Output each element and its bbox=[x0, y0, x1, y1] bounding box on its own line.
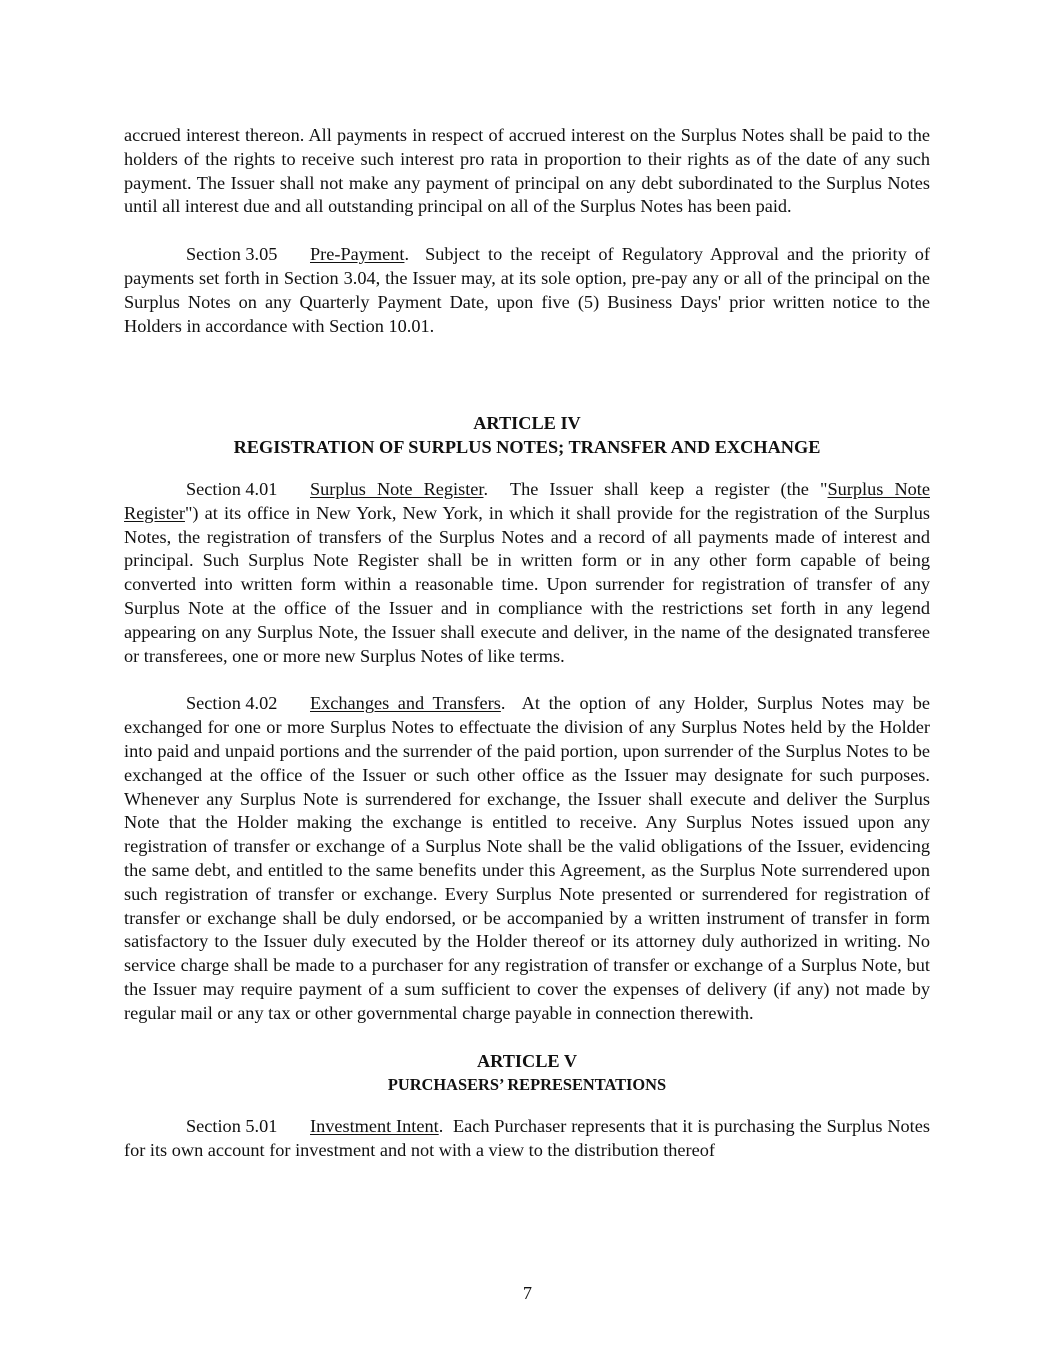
intro-paragraph: accrued interest thereon. All payments in respect of accrued interest on the Surplus Notes shall be paid to the holders of the rights to receive such interest pro rata in proportion to their rights as of the date of any such payment. The Issuer shall not make any payment of principal on any debt subordinated to the Surplus Notes until all interest due and all outstanding principal on all of the Surplus Notes has been paid. bbox=[124, 125, 930, 217]
article-5-title: PURCHASERS’ REPRESENTATIONS bbox=[387, 1075, 667, 1095]
section-4-02: Section 4.02 Exchanges and Transfers. At the option of any Holder, Surplus Notes may be exchanged for one or more Surplus Notes to effectuate the division of any Surplus Notes held by the Holder into paid and unpaid portions and the surrender of the paid portion, upon surrender of the Surplus Notes to be exchanged at the office of the Issuer or such other office as the Issuer may designate for such purposes. Whenever any Surplus Note is surrendered for exchange, the Issuer shall execute and deliver the Surplus Note that the Holder making the exchange is entitled to receive. Any Surplus Notes issued upon any registration of transfer or exchange of a Surplus Note shall be the valid obligations of the Issuer, evidencing the same debt, and entitled to the same benefits under this Agreement, as the Surplus Note surrendered upon such registration of transfer or exchange. Every Surplus Note presented or surrendered for registration of transfer or exchange shall be duly endorsed, or be accompanied by a written instrument of transfer in form satisfactory to the Issuer duly executed by the Holder thereof or its attorney duly authorized in writing. No service charge shall be made to a purchaser for any registration of transfer or exchange of a Surplus Note, but the Issuer may require payment of a sum sufficient to cover the expenses of delivery (if any) not made by regular mail or any tax or other governmental charge payable in connection therewith. bbox=[124, 693, 931, 1023]
defined-term: Surplus Note Register bbox=[124, 478, 930, 523]
section-number: Section 4.01 bbox=[186, 478, 278, 499]
section-text-a: The Issuer shall keep a register (the " bbox=[509, 478, 828, 499]
section-text: Each Purchaser represents that it is purchasing the Surplus Notes for its own account for investment and not with a view to the distribution thereof bbox=[124, 1116, 930, 1160]
section-title: Surplus Note Register bbox=[310, 478, 484, 499]
section-text: At the option of any Holder, Surplus Notes may be exchanged for one or more Surplus Notes to effectuate the division of any Surplus Notes held by the Holder into paid and unpaid portions and the surrender of the paid portion, upon surrender of the Surplus Notes to be exchanged at the office of the Issuer or such other office as the Issuer may designate for such purposes. Whenever any Surplus Note is surrendered for exchange, the Issuer shall execute and deliver the Surplus Note that the Holder making the exchange is entitled to receive. Any Surplus Notes issued upon any registration of transfer or exchange of a Surplus Note shall be the valid obligations of the Issuer, evidencing the same debt, and entitled to the same benefits under this Agreement, as the Surplus Note surrendered upon such registration of transfer or exchange. Every Surplus Note presented or surrendered for registration of transfer or exchange shall be duly endorsed, or be accompanied by a written instrument of transfer in form satisfactory to the Issuer duly executed by the Holder thereof or its attorney duly authorized in writing. No service charge shall be made to a purchaser for any registration of transfer or exchange of a Surplus Note, but the Issuer may require payment of a sum sufficient to cover the expenses of delivery (if any) not made by regular mail or any tax or other governmental charge payable in connection therewith. bbox=[124, 693, 931, 1023]
section-text-b: ") at its office in New York, New York, in which it shall provide for the registration of the Surplus Notes, the registration of transfers of the Surplus Notes and a record of all payments made of interest and principal. Such Surplus Note Register shall be in written form or in any other form capable of being converted into written form within a reasonable time. Upon surrender for registration of transfer of any Surplus Note at the office of the Issuer and in compliance with the restrictions set forth in any legend appearing on any Surplus Note, the Issuer shall execute and deliver, in the name of the designated transferee or transferees, one or more new Surplus Notes of like terms. bbox=[124, 502, 930, 666]
section-number: Section 3.05 bbox=[186, 244, 278, 265]
section-number: Section 4.02 bbox=[186, 693, 278, 714]
section-4-01: Section 4.01 Surplus Note Register. The Issuer shall keep a register (the "Surplus Note Register") at its office in New York, New York, in which it shall provide for the registration of the Surplus Notes, the registration of transfers of the Surplus Notes and a record of all payments made of interest and principal. Such Surplus Note Register shall be in written form or in any other form capable of being converted into written form within a reasonable time. Upon surrender for registration of transfer of any Surplus Note at the office of the Issuer and in compliance with the restrictions set forth in any legend appearing on any Surplus Note, the Issuer shall execute and deliver, in the name of the designated transferee or transferees, one or more new Surplus Notes of like terms. bbox=[124, 478, 930, 666]
article-4-label: ARTICLE IV bbox=[473, 413, 581, 434]
document-page bbox=[124, 124, 930, 1163]
article-5-label: ARTICLE V bbox=[476, 1050, 578, 1071]
section-title: Pre-Payment bbox=[310, 244, 405, 265]
section-title: Exchanges and Transfers bbox=[310, 693, 501, 714]
section-title: Investment Intent bbox=[310, 1116, 439, 1137]
section-3-05: Section 3.05 Pre-Payment. Subject to the receipt of Regulatory Approval and the priority of payments set forth in Section 3.04, the Issuer may, at its sole option, pre-pay any or all of the principal on the Surplus Notes on any Quarterly Payment Date, upon five (5) Business Days' prior written notice to the Holders in accordance with Section 10.01. bbox=[124, 244, 930, 336]
section-number: Section 5.01 bbox=[186, 1116, 278, 1137]
page-number: 7 bbox=[522, 1283, 533, 1303]
section-5-01: Section 5.01 Investment Intent. Each Purchaser represents that it is purchasing the Surplus Notes for its own account for investment and not with a view to the distribution thereof bbox=[124, 1116, 930, 1160]
section-text: Subject to the receipt of Regulatory Approval and the priority of payments set forth in Section 3.04, the Issuer may, at its sole option, pre-pay any or all of the principal on the Surplus Notes on any Quarterly Payment Date, upon five (5) Business Days' prior written notice to the Holders in accordance with Section 10.01. bbox=[124, 244, 930, 336]
article-4-title: REGISTRATION OF SURPLUS NOTES; TRANSFER AND EXCHANGE bbox=[233, 437, 821, 458]
